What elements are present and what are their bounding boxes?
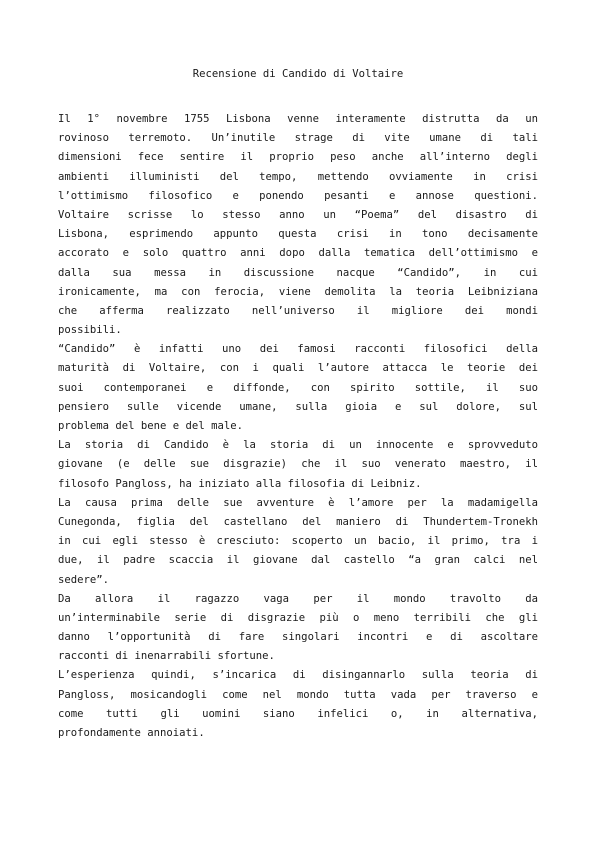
document-title: Recensione di Candido di Voltaire	[192, 68, 404, 80]
text-line: “Candido” è infatti uno dei famosi racconti filosofici della	[58, 343, 538, 356]
text-line: possibili.	[58, 324, 122, 337]
text-line: profondamente annoiati.	[58, 727, 205, 739]
document-body	[58, 110, 538, 743]
text-line: un’interminabile serie di disgrazie più o meno terribili che gli	[58, 611, 538, 624]
text-line: Lisbona, esprimendo appunto questa crisi in tono decisamente	[58, 228, 538, 241]
text-line: Voltaire scrisse lo stesso anno un “Poema” del disastro di	[58, 208, 538, 221]
text-line: rovinoso terremoto. Un’inutile strage di vite umane di tali	[58, 132, 538, 145]
text-line: Pangloss, mosicandogli come nel mondo tutta vada per traverso e	[58, 688, 538, 701]
text-line: ironicamente, ma con ferocia, viene demolita la teoria Leibniziana	[58, 285, 538, 298]
text-line: l’ottimismo filosofico e ponendo pesanti e annose questioni.	[58, 189, 538, 202]
text-line: La storia di Candido è la storia di un innocente e sprovveduto	[58, 439, 538, 452]
text-line: che afferma realizzato nell’universo il migliore dei mondi	[58, 304, 538, 317]
text-line: sedere”.	[58, 573, 110, 586]
text-line: dalla sua messa in discussione nacque “Candido”, in cui	[58, 266, 538, 279]
text-line: filosofo Pangloss, ha iniziato alla filosofia di Leibniz.	[58, 477, 422, 490]
text-line: due, il padre scaccia il giovane dal castello “a gran calci nel	[58, 554, 538, 567]
text-line: suoi contemporanei e diffonde, con spirito sottile, il suo	[58, 381, 538, 394]
text-line: problema del bene e del male.	[58, 420, 243, 432]
text-line: pensiero sulle vicende umane, sulla gioia e sul dolore, sul	[58, 400, 538, 413]
text-line: ambienti illuministi del tempo, mettendo ovviamente in crisi	[58, 170, 538, 183]
text-line: giovane (e delle sue disgrazie) che il suo venerato maestro, il	[58, 458, 538, 471]
text-line: dimensioni fece sentire il proprio peso anche all’interno degli	[58, 151, 538, 164]
text-line: danno l’opportunità di fare singolari incontri e di ascoltare	[58, 631, 538, 644]
text-line: Cunegonda, figlia del castellano del maniero di Thundertem-Tronekh	[58, 515, 538, 528]
text-line: accorato e solo quattro anni dopo dalla tematica dell’ottimismo e	[58, 247, 538, 260]
text-line: racconti di inenarrabili sfortune.	[58, 650, 275, 663]
text-line: L’esperienza quindi, s’incarica di disingannarlo sulla teoria di	[58, 669, 538, 682]
text-line: La causa prima delle sue avventure è l’amore per la madamigella	[58, 496, 538, 509]
text-line: maturità di Voltaire, con i quali l’autore attacca le teorie dei	[58, 362, 538, 375]
text-line: Da allora il ragazzo vaga per il mondo travolto da	[58, 592, 538, 605]
text-line: Il 1° novembre 1755 Lisbona venne interamente distrutta da un	[58, 113, 538, 125]
text-line: come tutti gli uomini siano infelici o, in alternativa,	[58, 707, 538, 720]
text-line: in cui egli stesso è cresciuto: scoperto un bacio, il primo, tra i	[58, 535, 538, 548]
